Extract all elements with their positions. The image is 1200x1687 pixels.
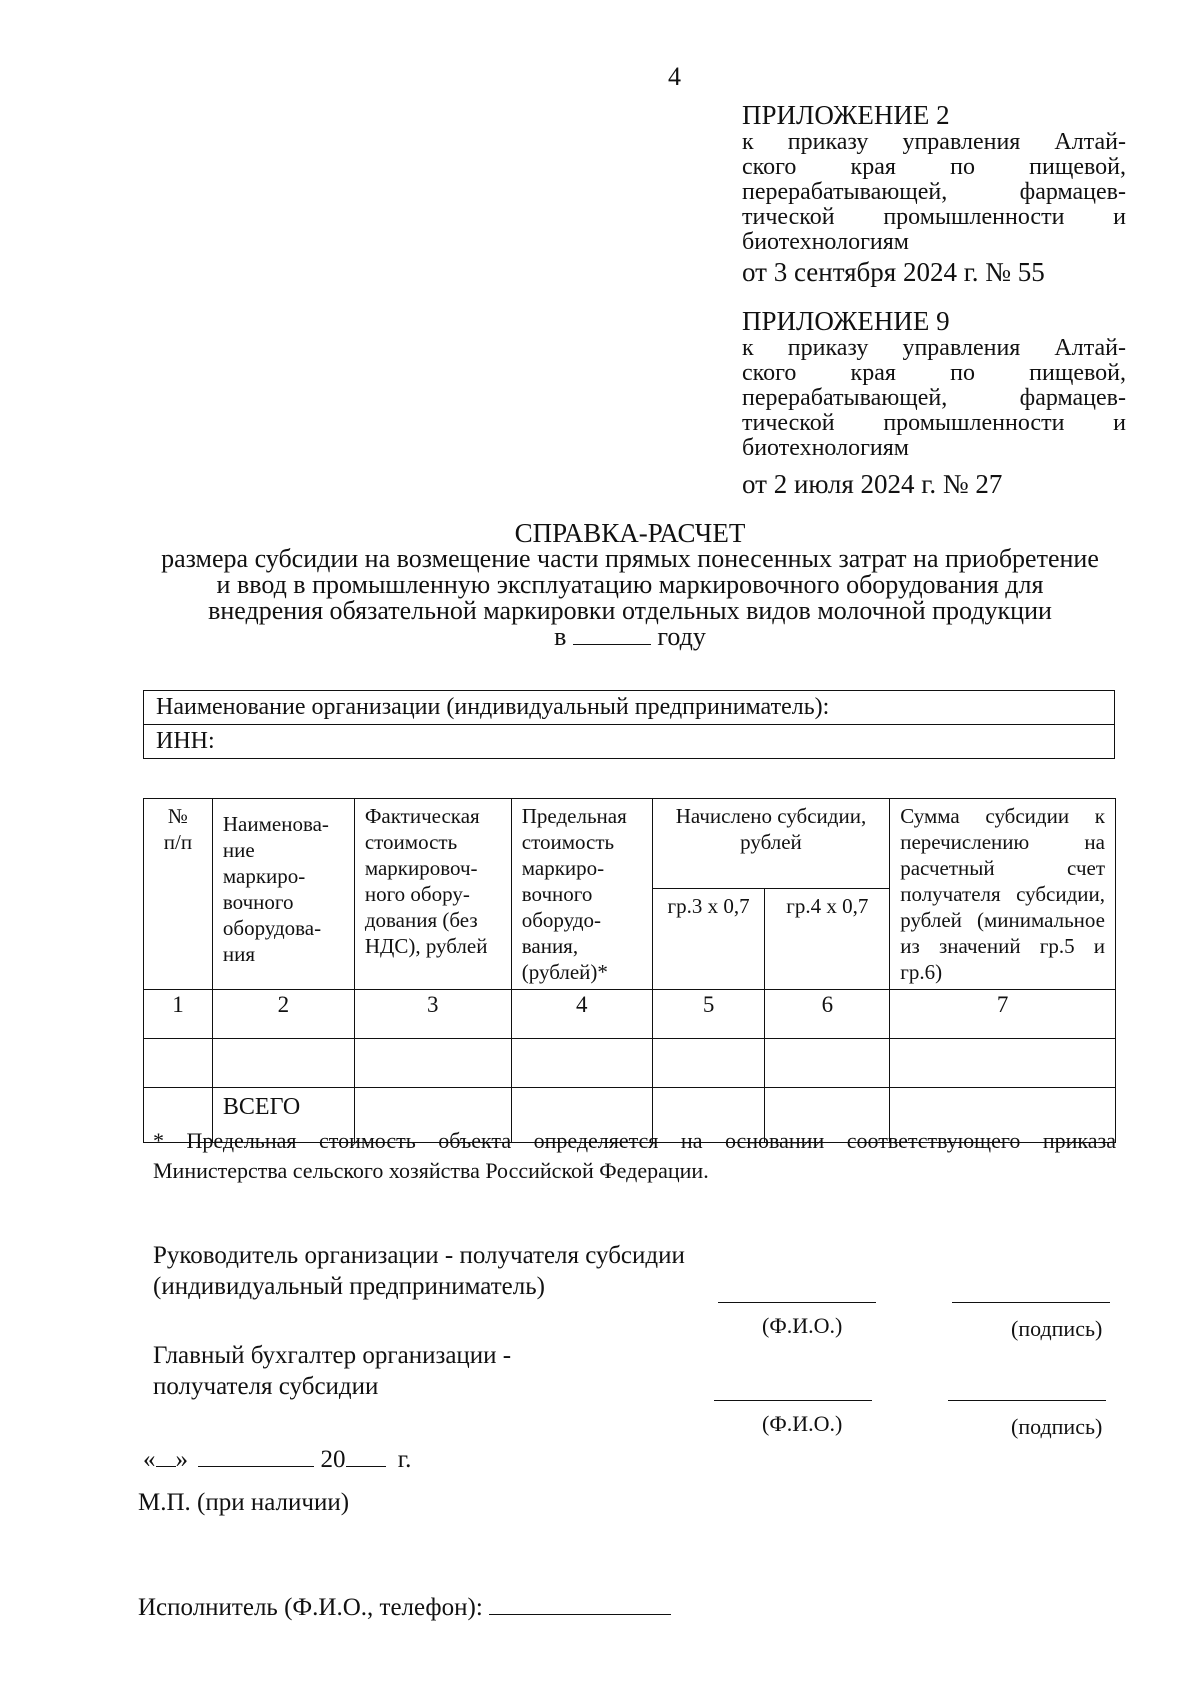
org-name-label: Наименование организации (индивидуальный предприниматель): [156, 694, 830, 720]
column-number-row [144, 990, 1116, 1039]
header-col-5: гр.3 х 0,7 [652, 889, 765, 990]
date-year: 20 [320, 1446, 346, 1473]
accountant-line-1: Главный бухгалтер организации - [153, 1342, 512, 1369]
column-number: 1 [144, 990, 213, 1039]
appendix-2-block [742, 100, 1126, 287]
column-number: 3 [354, 990, 511, 1039]
organization-table [143, 690, 1115, 759]
executor-label: Исполнитель (Ф.И.О., телефон): [138, 1594, 483, 1621]
date-open-quote: « [143, 1446, 156, 1473]
header-col-3: Фактическая стоимость маркировоч- ного обору- дования (без НДС), рублей [354, 799, 511, 990]
total-label: ВСЕГО [212, 1088, 354, 1143]
head-signature-caption: (подпись) [1011, 1316, 1103, 1341]
column-number: 4 [511, 990, 652, 1039]
year-blank[interactable] [573, 644, 651, 645]
header-row [144, 799, 1116, 889]
title-line: внедрения обязательной маркировки отдельных видов молочной продукции [208, 596, 1052, 625]
table-cell[interactable] [890, 1039, 1116, 1088]
header-col-1: № п/п [144, 799, 213, 990]
accountant-signature-caption: (подпись) [1011, 1414, 1103, 1439]
head-fio-caption: (Ф.И.О.) [762, 1313, 843, 1338]
column-number: 2 [212, 990, 354, 1039]
title-heading: СПРАВКА-РАСЧЕТ [514, 518, 746, 548]
title-year-suffix: году [657, 622, 706, 651]
accountant-fio-caption: (Ф.И.О.) [762, 1411, 843, 1436]
title-year-line [130, 624, 1130, 650]
appendix-9-line: к приказу управления Алтай- [742, 335, 1126, 361]
date-line [143, 1444, 411, 1475]
appendix-9-date: от 2 июля 2024 г. № 27 [742, 469, 1003, 499]
appendix-9-line: перерабатывающей, фармацев- [742, 385, 1126, 411]
head-fio-line[interactable] [718, 1302, 876, 1303]
seal-label: М.П. (при наличии) [138, 1489, 350, 1516]
head-signature-label [153, 1240, 685, 1302]
column-number: 6 [765, 990, 890, 1039]
appendix-2-line: перерабатывающей, фармацев- [742, 179, 1126, 205]
appendix-2-line: ского края по пищевой, [742, 154, 1126, 180]
head-line-1: Руководитель организации - получателя субсидии [153, 1242, 685, 1269]
header-col-6: гр.4 х 0,7 [765, 889, 890, 990]
table-cell[interactable] [511, 1039, 652, 1088]
executor-line [138, 1592, 671, 1623]
year-suffix-blank[interactable] [346, 1466, 386, 1467]
header-col-7: Сумма субсидии к перечислению на расчетный счет получателя субсидии, рублей (минимальное из значений гр.5 и гр.6) [890, 799, 1116, 990]
appendix-9-heading: ПРИЛОЖЕНИЕ 9 [742, 306, 950, 336]
head-signature-line[interactable] [952, 1302, 1110, 1303]
day-blank[interactable] [156, 1466, 176, 1467]
accountant-line-2: получателя субсидии [153, 1373, 379, 1400]
header-col-4: Предельная стоимость маркиро- вочного оборудо- вания, (рублей)* [511, 799, 652, 990]
month-blank[interactable] [198, 1466, 314, 1467]
title-year-prefix: в [554, 622, 567, 651]
table-cell[interactable] [212, 1039, 354, 1088]
appendix-2-line: тической промышленности и [742, 204, 1126, 230]
date-suffix: г. [397, 1446, 412, 1473]
header-col-2: Наименова- ние маркиро- вочного оборудова- ния [212, 799, 354, 990]
appendix-9-line: тической промышленности и [742, 410, 1126, 436]
date-close-quote: » [175, 1446, 188, 1473]
footnote: * Предельная стоимость объекта определяется на основании соответствующего приказа Министерства сельского хозяйства Российской Федерации. [153, 1128, 1116, 1183]
table-cell[interactable] [765, 1039, 890, 1088]
calculation-table [143, 798, 1116, 1143]
appendix-2-line: к приказу управления Алтай- [742, 129, 1126, 155]
column-number: 5 [652, 990, 765, 1039]
accountant-signature-line[interactable] [948, 1400, 1106, 1401]
header-group-accrued: Начислено субсидии, рублей [652, 799, 890, 889]
org-name-row [144, 691, 1115, 725]
appendix-9-line: биотехнологиям [742, 435, 909, 461]
inn-cell[interactable] [144, 725, 1115, 759]
appendix-2-line: биотехнологиям [742, 229, 909, 255]
appendix-2-heading: ПРИЛОЖЕНИЕ 2 [742, 100, 950, 130]
appendix-2-date: от 3 сентября 2024 г. № 55 [742, 257, 1045, 287]
inn-row [144, 725, 1115, 759]
document-title [130, 520, 1130, 650]
table-row [144, 1039, 1116, 1088]
accountant-signature-label [153, 1340, 511, 1402]
inn-label: ИНН: [156, 728, 215, 754]
title-line: размера субсидии на возмещение части прямых понесенных затрат на приобретение [161, 544, 1099, 573]
column-number: 7 [890, 990, 1116, 1039]
org-name-cell[interactable] [144, 691, 1115, 725]
table-cell[interactable] [144, 1039, 213, 1088]
table-cell[interactable] [652, 1039, 765, 1088]
title-line: и ввод в промышленную эксплуатацию маркировочного оборудования для [216, 570, 1044, 599]
appendix-9-line: ского края по пищевой, [742, 360, 1126, 386]
page-number: 4 [668, 62, 681, 91]
appendix-9-block [742, 306, 1126, 499]
table-cell[interactable] [354, 1039, 511, 1088]
executor-blank[interactable] [489, 1614, 671, 1615]
accountant-fio-line[interactable] [714, 1400, 872, 1401]
head-line-2: (индивидуальный предприниматель) [153, 1273, 545, 1300]
